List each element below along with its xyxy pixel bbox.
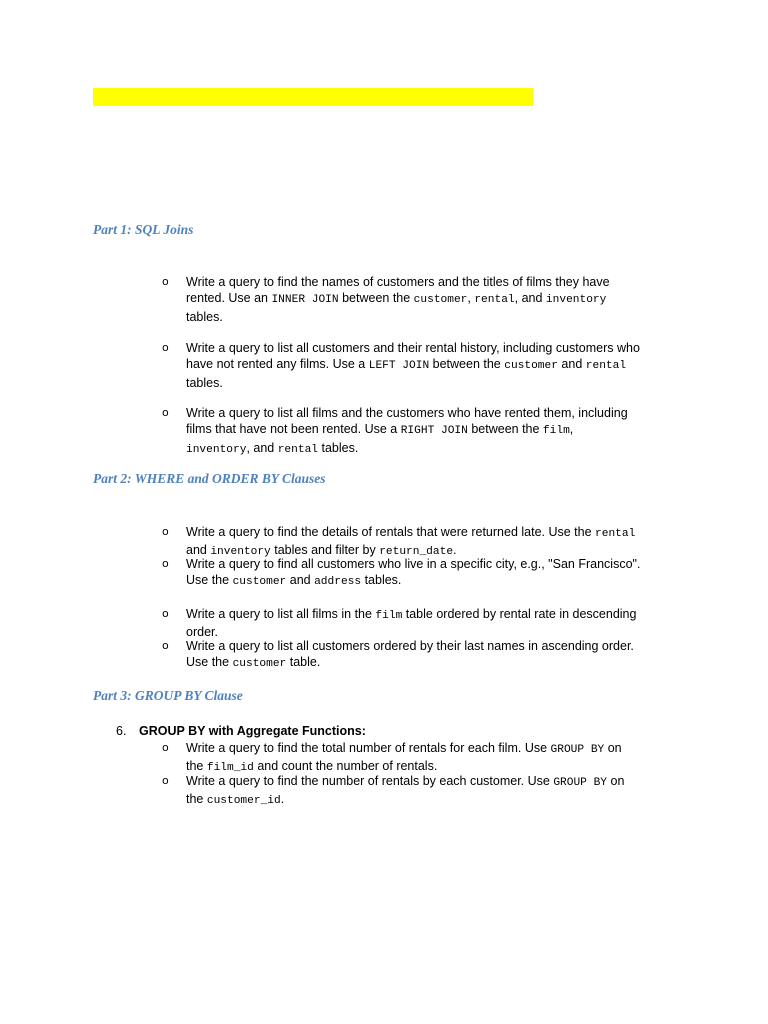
part2-heading: Part 2: WHERE and ORDER BY Clauses [93, 471, 326, 486]
part3-heading: Part 3: GROUP BY Clause [93, 688, 243, 703]
text: , and [246, 440, 278, 455]
part1-item-left-join [186, 340, 686, 391]
item-line [186, 773, 686, 791]
item-line: Write a query to list all films and the customers who have rented them, including [186, 406, 628, 420]
text: , [569, 422, 574, 437]
code-table: inventory [545, 294, 607, 307]
text: the [186, 759, 207, 774]
text: tables. [318, 440, 359, 455]
text: and count the number of rentals. [253, 759, 438, 774]
text: table. [286, 655, 321, 670]
item-line [186, 572, 686, 590]
bullet-icon: o [162, 639, 169, 652]
item-line [186, 440, 686, 458]
item-line [186, 356, 686, 374]
item-line [186, 791, 686, 809]
item-line: tables. [186, 375, 223, 390]
text: on [607, 774, 625, 788]
code-table: customer [504, 360, 558, 373]
item-line: Write a query to find all customers who live in a specific city, e.g., "San Francisco". [186, 557, 641, 571]
item-line [186, 654, 686, 672]
item-line [186, 421, 686, 439]
text: between the [467, 422, 543, 437]
code-table: inventory [186, 443, 247, 456]
bullet-icon: o [162, 741, 169, 754]
item-line: Write a query to find the names of customers and the titles of films they have [186, 275, 610, 289]
code-table: rental [595, 528, 636, 540]
item-line [186, 290, 686, 308]
text: tables and filter by [270, 543, 380, 558]
text: and [557, 357, 586, 372]
bullet-icon: o [162, 525, 169, 538]
text: the [186, 792, 207, 807]
code-table: film [375, 610, 403, 622]
title-highlight-bar [93, 88, 533, 106]
code-table: address [314, 576, 362, 589]
part2-item-order-customers [186, 638, 686, 673]
bullet-icon: o [162, 406, 169, 419]
bullet-icon: o [162, 774, 169, 787]
text: rented. Use an [186, 291, 272, 306]
code-keyword: INNER JOIN [271, 294, 339, 307]
item-line: Write a query to list all customers and their rental history, including customers who [186, 341, 640, 355]
text: between the [338, 291, 414, 306]
text: . [280, 792, 285, 807]
text: and [286, 573, 315, 588]
code-column: film_id [206, 762, 254, 775]
part3-item-rentals-per-film [186, 740, 686, 777]
part3-item-rentals-per-customer [186, 773, 686, 810]
bullet-icon: o [162, 341, 169, 354]
text: . [453, 543, 457, 558]
part3-subheading: GROUP BY with Aggregate Functions: [139, 724, 366, 738]
text: Use the [186, 655, 233, 670]
part1-item-right-join [186, 405, 686, 458]
part1-item-inner-join [186, 274, 686, 325]
code-table: customer [413, 294, 468, 307]
item-line: tables. [186, 309, 223, 324]
code-table: film [542, 425, 570, 438]
code-keyword: LEFT JOIN [368, 360, 430, 373]
code-table: customer [232, 658, 287, 671]
text: Write a query to find the total number of rentals for each film. Use [186, 741, 551, 755]
text: between the [429, 357, 505, 372]
text: have not rented any films. Use a [186, 357, 369, 372]
item-line [186, 606, 686, 624]
part2-item-order-films [186, 606, 686, 641]
code-table: rental [277, 443, 319, 456]
text: Write a query to list all films in the [186, 607, 376, 621]
part1-heading: Part 1: SQL Joins [93, 222, 194, 237]
text: and [186, 543, 211, 558]
bullet-icon: o [162, 607, 169, 620]
code-column: return_date [379, 546, 454, 559]
part2-item-city-filter [186, 556, 686, 591]
text: Write a query to find the details of rentals that were returned late. Use the [186, 525, 596, 539]
text: tables. [361, 573, 402, 588]
item-line [186, 524, 686, 542]
text: on [604, 741, 622, 755]
list-number: 6. [116, 724, 127, 738]
item-line: order. [186, 625, 218, 640]
text: Write a query to find the number of rentals by each customer. Use [186, 774, 554, 788]
text: table ordered by rental rate in descending [402, 607, 637, 621]
bullet-icon: o [162, 557, 169, 570]
code-table: inventory [210, 546, 271, 559]
code-keyword: GROUP BY [553, 777, 608, 789]
text: , and [514, 291, 546, 306]
code-table: customer [232, 576, 287, 589]
text: Use the [186, 573, 233, 588]
text: , [467, 291, 475, 306]
code-column: customer_id [206, 795, 281, 808]
code-table: rental [474, 294, 515, 307]
code-table: rental [585, 360, 627, 373]
item-line: Write a query to list all customers ordered by their last names in ascending order. [186, 639, 634, 653]
text: films that have not been rented. Use a [186, 422, 401, 437]
item-line [186, 740, 686, 758]
code-keyword: RIGHT JOIN [400, 425, 468, 438]
code-keyword: GROUP BY [550, 744, 605, 756]
bullet-icon: o [162, 275, 169, 288]
